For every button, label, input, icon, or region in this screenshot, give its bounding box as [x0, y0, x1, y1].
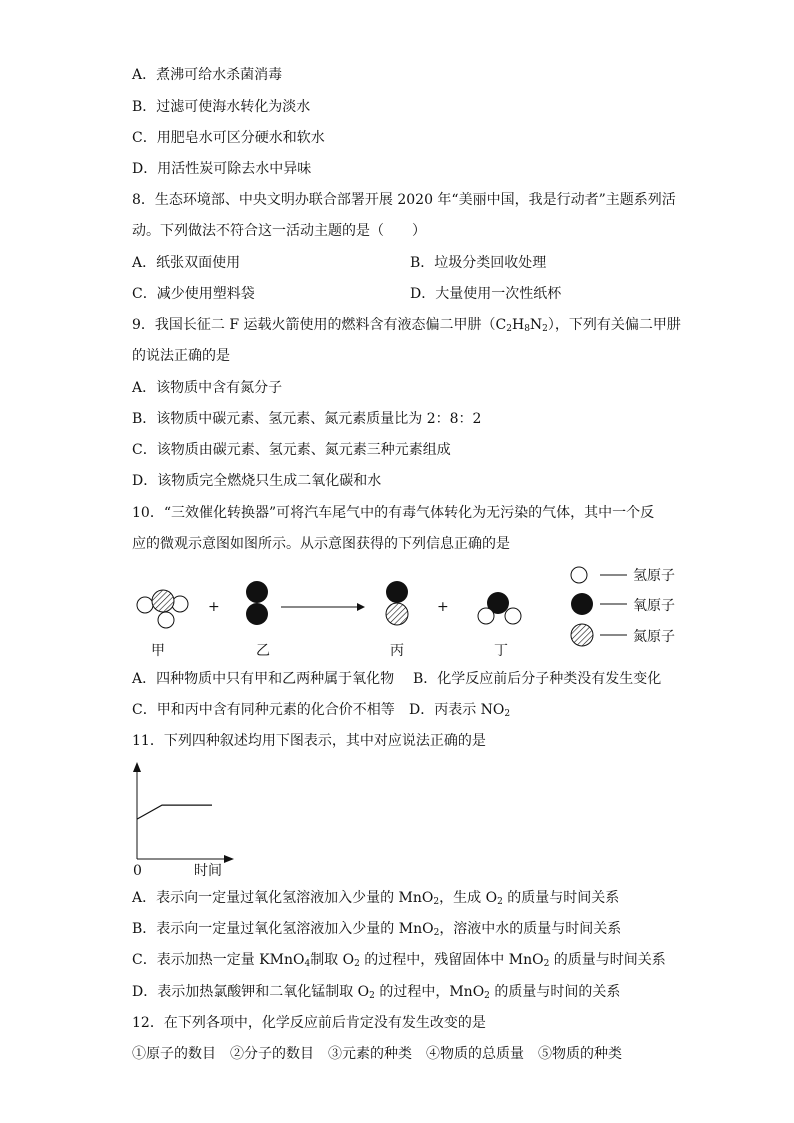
q8-option-c: C．减少使用塑料袋	[132, 286, 255, 302]
q12-items: ①原子的数目 ②分子的数目 ③元素的种类 ④物质的总质量 ⑤物质的种类	[132, 1046, 622, 1062]
plus-sign-1: +	[208, 599, 220, 615]
label-bing: 丙	[390, 643, 404, 659]
q8-option-d: D．大量使用一次性纸杯	[410, 286, 562, 302]
q10-option-b: B．化学反应前后分子种类没有发生变化	[413, 671, 662, 687]
q9-stem-line2: 的说法正确的是	[132, 348, 230, 364]
plus-sign-2: +	[437, 599, 449, 615]
label-ding: 丁	[494, 643, 508, 659]
q7-option-b: B．过滤可使海水转化为淡水	[132, 99, 311, 115]
q8-option-b: B．垃圾分类回收处理	[410, 255, 547, 271]
q8-stem-line2: 动。下列做法不符合这一活动主题的是（ ）	[132, 223, 426, 239]
q8-stem-line1: 8．生态环境部、中央文明办联合部署开展 2020 年“美丽中国，我是行动者”主题系列活	[132, 192, 676, 208]
q7-option-c: C．用肥皂水可区分硬水和软水	[132, 130, 325, 146]
q7-option-d: D．用活性炭可除去水中异味	[132, 161, 312, 177]
label-jia: 甲	[151, 643, 165, 659]
q9-stem-line1: 9．我国长征二 F 运载火箭使用的燃料含有液态偏二甲肼$(C_2H_8N_2)$，下列有关偏二甲肼	[132, 317, 681, 334]
q10-option-c: C．甲和丙中含有同种元素的化合价不相等	[132, 702, 395, 718]
chart-x-label: 时间	[194, 863, 222, 879]
q9-option-c: C．该物质由碳元素、氢元素、氮元素三种元素组成	[132, 442, 451, 458]
q9-option-a: A．该物质中含有氮分子	[132, 380, 283, 396]
legend-hydrogen: 氢原子	[633, 568, 675, 584]
q11-option-c: C．表示加热一定量 KMnO$_4$制取 $O_2$ 的过程中，残留固体中 MnO$_2$ 的质量与时间关系	[132, 952, 666, 969]
q9-option-b: B．该物质中碳元素、氢元素、氮元素质量比为 2：8：2	[132, 411, 482, 427]
q8-option-a: A．纸张双面使用	[132, 255, 241, 271]
legend-oxygen: 氧原子	[633, 598, 675, 614]
legend-nitrogen: 氮原子	[633, 629, 675, 645]
q7-option-a: A．煮沸可给水杀菌消毒	[132, 67, 283, 83]
y-axis-arrow	[133, 762, 141, 772]
x-axis-arrow	[224, 855, 234, 863]
chart-origin-label: 0	[133, 863, 142, 879]
label-yi: 乙	[256, 643, 270, 659]
q11-stem: 11．下列四种叙述均用下图表示，其中对应说法正确的是	[132, 733, 486, 749]
q10-option-d: D．丙表示 $NO_2$	[409, 702, 511, 719]
q11-option-b: B．表示向一定量过氧化氢溶液加入少量的 MnO$_2$，溶液中水的质量与时间关系	[132, 921, 622, 938]
q9-option-d: D．该物质完全燃烧只生成二氧化碳和水	[132, 473, 382, 489]
q11-option-d: D．表示加热氯酸钾和二氧化锰制取 $O_2$ 的过程中，MnO$_2$ 的质量与时间的关系	[132, 984, 621, 1001]
q10-stem-line2: 应的微观示意图如图所示。从示意图获得的下列信息正确的是	[132, 536, 510, 552]
chart-series-line	[137, 805, 212, 819]
q12-stem: 12．在下列各项中，化学反应前后肯定没有发生改变的是	[132, 1015, 486, 1031]
q10-stem-line1: 10．“三效催化转换器”可将汽车尾气中的有毒气体转化为无污染的气体，其中一个反	[132, 505, 655, 521]
q11-option-a: A．表示向一定量过氧化氢溶液加入少量的 MnO$_2$，生成 $O_2$ 的质量与时间关系	[132, 890, 620, 907]
q10-option-a: A．四种物质中只有甲和乙两种属于氧化物	[132, 671, 395, 687]
